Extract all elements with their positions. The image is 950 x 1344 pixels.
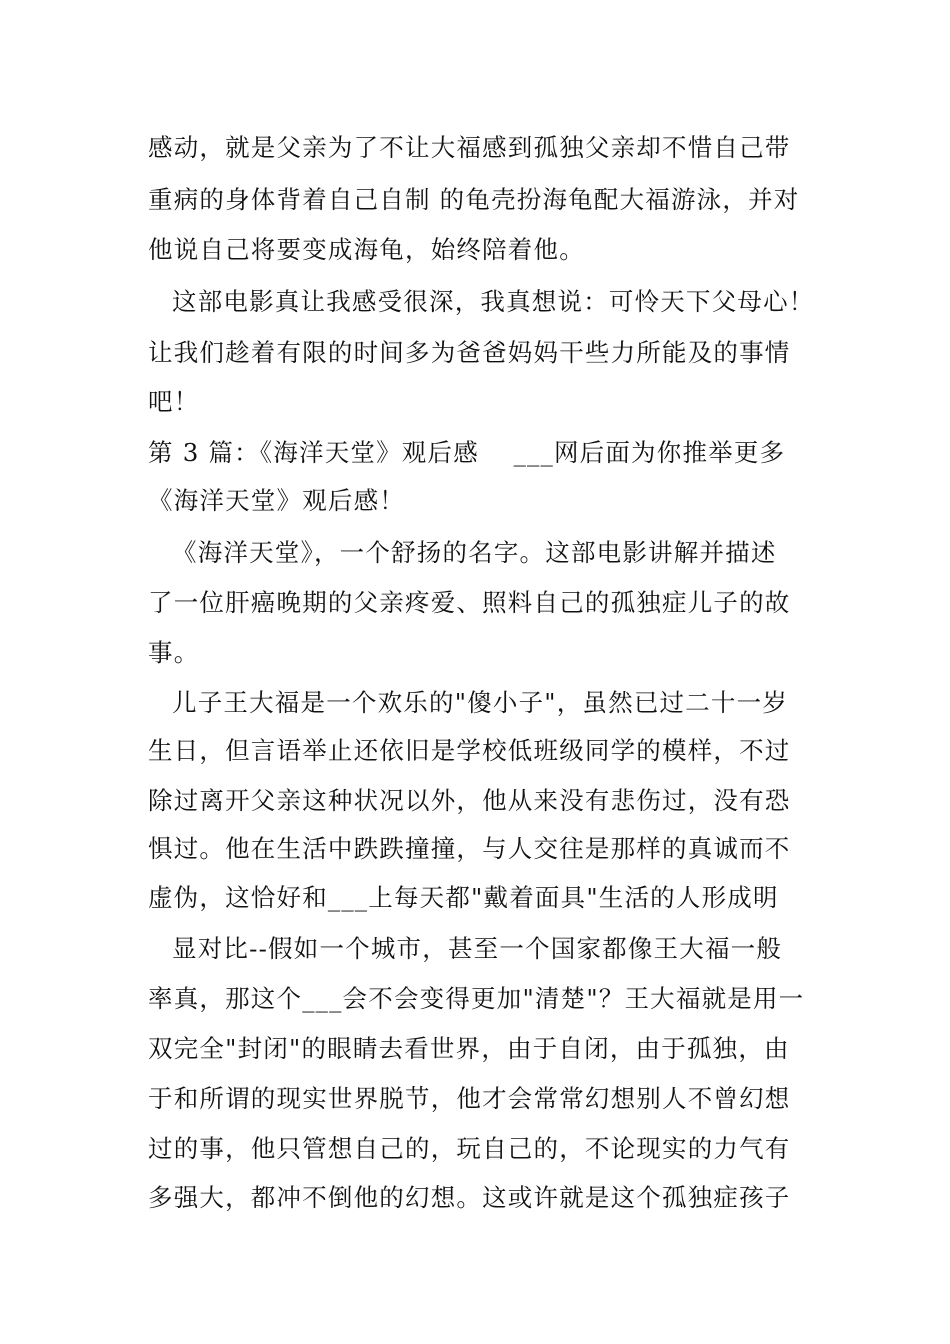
text-line: 双完全"封闭"的眼睛去看世界，由于自闭，由于孤独，由 <box>148 1034 790 1063</box>
text-line: 让我们趁着有限的时间多为爸爸妈妈干些力所能及的事情 <box>148 338 791 367</box>
text-line: 多强大，都冲不倒他的幻想。这或许就是这个孤独症孩子 <box>148 1183 791 1212</box>
text-line: 了一位肝癌晚期的父亲疼爱、照料自己的孤独症儿子的故 <box>148 588 791 617</box>
text-line: 虚伪，这恰好和___上每天都"戴着面具"生活的人形成明 <box>148 883 779 912</box>
text-line: 吧！ <box>148 387 200 416</box>
text-line: 《海洋天堂》，一个舒扬的名字。这部电影讲解并描述 <box>172 538 777 567</box>
text-line: 于和所谓的现实世界脱节，他才会常常幻想别人不曾幻想 <box>148 1084 791 1113</box>
text-line: 重病的身体背着自己自制 的龟壳扮海龟配大福游泳，并对 <box>148 185 800 214</box>
text-line: 显对比--假如一个城市，甚至一个国家都像王大福一般 <box>172 934 783 963</box>
section-heading: 第 3 篇：《海洋天堂》观后感 ___网后面为你推举更多 <box>148 438 786 467</box>
text-line: 事。 <box>148 638 200 667</box>
text-line: 除过离开父亲这种状况以外，他从来没有悲伤过，没有恐 <box>148 786 791 815</box>
section-heading: 《海洋天堂》观后感！ <box>148 486 405 515</box>
text-line: 儿子王大福是一个欢乐的"傻小子"，虽然已过二十一岁 <box>172 688 789 717</box>
text-line: 这部电影真让我感受很深，我真想说：可怜天下父母心！ <box>172 287 815 316</box>
text-line: 他说自己将要变成海龟，始终陪着他。 <box>148 235 585 264</box>
text-line: 感动，就是父亲为了不让大福感到孤独父亲却不惜自己带 <box>148 133 791 162</box>
text-line: 生日，但言语举止还依旧是学校低班级同学的模样，不过 <box>148 736 791 765</box>
text-line: 率真，那这个___会不会变得更加"清楚"？王大福就是用一 <box>148 984 805 1013</box>
text-line: 惧过。他在生活中跌跌撞撞，与人交往是那样的真诚而不 <box>148 834 791 863</box>
text-line: 过的事，他只管想自己的，玩自己的，不论现实的力气有 <box>148 1134 791 1163</box>
